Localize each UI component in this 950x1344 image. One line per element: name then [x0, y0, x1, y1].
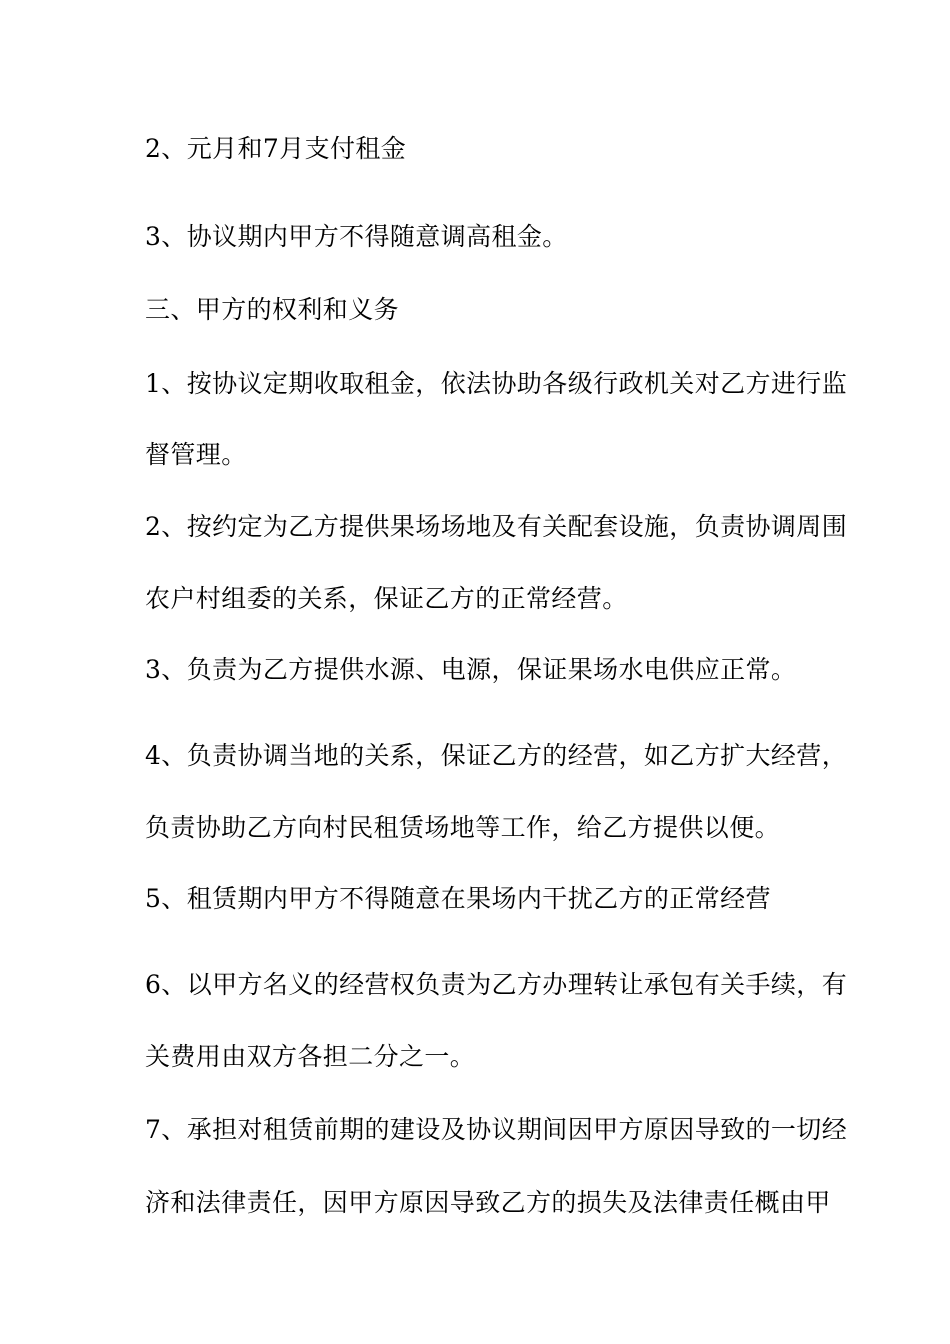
clause-coordinate-line-2: 负责协助乙方向村民租赁场地等工作，给乙方提供以便。: [145, 813, 781, 842]
clause-collect-rent-line-2: 督管理。: [145, 440, 247, 469]
clause-provide-site-line-2: 农户村组委的关系，保证乙方的正常经营。: [145, 584, 628, 613]
clause-water-power: 3、负责为乙方提供水源、电源，保证果场水电供应正常。: [145, 655, 797, 684]
clause-transfer-procedures-line-1: 6、以甲方名义的经营权负责为乙方办理转让承包有关手续，有: [145, 970, 848, 999]
clause-rent-payment-months: 2、元月和7月支付租金: [145, 134, 407, 163]
clause-collect-rent-line-1: 1、按协议定期收取租金，依法协助各级行政机关对乙方进行监: [145, 369, 848, 398]
clause-transfer-procedures-line-2: 关费用由双方各担二分之一。: [145, 1042, 476, 1071]
section-heading-party-a-rights: 三、甲方的权利和义务: [145, 295, 400, 324]
clause-no-rent-increase: 3、协议期内甲方不得随意调高租金。: [145, 222, 568, 251]
clause-provide-site-line-1: 2、按约定为乙方提供果场场地及有关配套设施，负责协调周围: [145, 512, 848, 541]
clause-no-interference: 5、租赁期内甲方不得随意在果场内干扰乙方的正常经营: [145, 884, 771, 913]
clause-liability-line-1: 7、承担对租赁前期的建设及协议期间因甲方原因导致的一切经: [145, 1115, 848, 1144]
clause-coordinate-line-1: 4、负责协调当地的关系，保证乙方的经营，如乙方扩大经营，: [145, 741, 848, 770]
clause-liability-line-2: 济和法律责任，因甲方原因导致乙方的损失及法律责任概由甲: [145, 1188, 831, 1217]
